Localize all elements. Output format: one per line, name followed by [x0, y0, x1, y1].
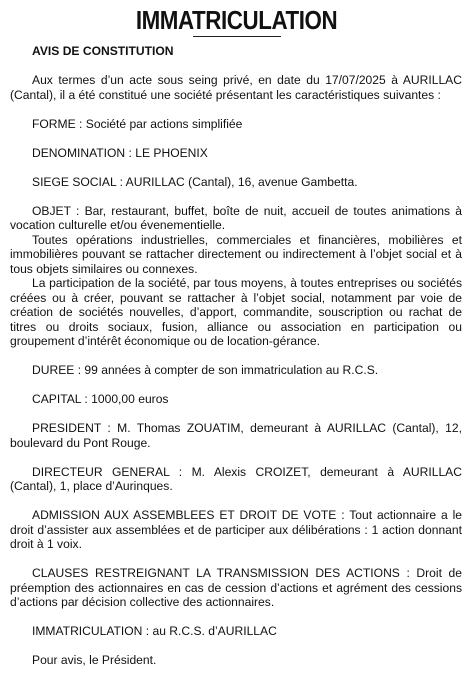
- objet-paragraph-2: Toutes opérations industrielles, commerciales et financières, mobilières et immobilières pouvant se rattacher directement ou indirectement à l’objet social et à tous objets similaires ou connexes.: [10, 232, 462, 276]
- immatriculation-paragraph: IMMATRICULATION : au R.C.S. d’AURILLAC: [32, 624, 277, 638]
- section-heading: AVIS DE CONSTITUTION: [32, 44, 174, 58]
- signature-paragraph: Pour avis, le Président.: [32, 653, 157, 667]
- capital-paragraph: CAPITAL : 1000,00 euros: [32, 392, 169, 406]
- president-paragraph: PRESIDENT : M. Thomas ZOUATIM, demeurant à AURILLAC (Cantal), 12, boulevard du Pont Rouge.: [10, 421, 462, 450]
- duree-paragraph: DUREE : 99 années à compter de son immatriculation au R.C.S.: [32, 363, 379, 377]
- clauses-paragraph: CLAUSES RESTREIGNANT LA TRANSMISSION DES ACTIONS : Droit de préemption des actionnaires en cas de cession d’actions et agrément des cessions d’actions par décision collective des actionnaires.: [10, 566, 462, 609]
- objet-paragraph-3: La participation de la société, par tous moyens, à toutes entreprises ou sociétés créées ou à créer, pouvant se rattacher à l’objet social, notamment par voie de création de sociétés nouvelles, d’apport, commandite, souscription ou rachat de titres ou droits sociaux, fusion, alliance ou association en participation ou groupement d’intérêt économique ou de location-gérance.: [10, 276, 462, 348]
- siege-paragraph: SIEGE SOCIAL : AURILLAC (Cantal), 16, avenue Gambetta.: [32, 174, 358, 189]
- intro-paragraph: Aux termes d’un acte sous seing privé, en date du 17/07/2025 à AURILLAC (Cantal), il a été constitué une société présentant les caractéristiques suivantes :: [10, 73, 462, 102]
- notice-body: [10, 44, 462, 682]
- denomination-paragraph: DENOMINATION : LE PHOENIX: [32, 145, 208, 160]
- admission-paragraph: ADMISSION AUX ASSEMBLEES ET DROIT DE VOTE : Tout actionnaire a le droit d’assister aux assemblées et de participer aux délibérations : 1 action donnant droit à 1 voix.: [10, 508, 462, 551]
- title-underline: [193, 36, 281, 37]
- objet-paragraph-1: OBJET : Bar, restaurant, buffet, boîte de nuit, accueil de toutes animations à vocation culturelle et/ou évenementielle.: [10, 203, 462, 232]
- directeur-paragraph: DIRECTEUR GENERAL : M. Alexis CROIZET, demeurant à AURILLAC (Cantal), 1, place d’Aurinques.: [10, 464, 462, 493]
- page-title: IMMATRICULATION: [135, 5, 338, 35]
- forme-paragraph: FORME : Société par actions simplifiée: [32, 116, 243, 131]
